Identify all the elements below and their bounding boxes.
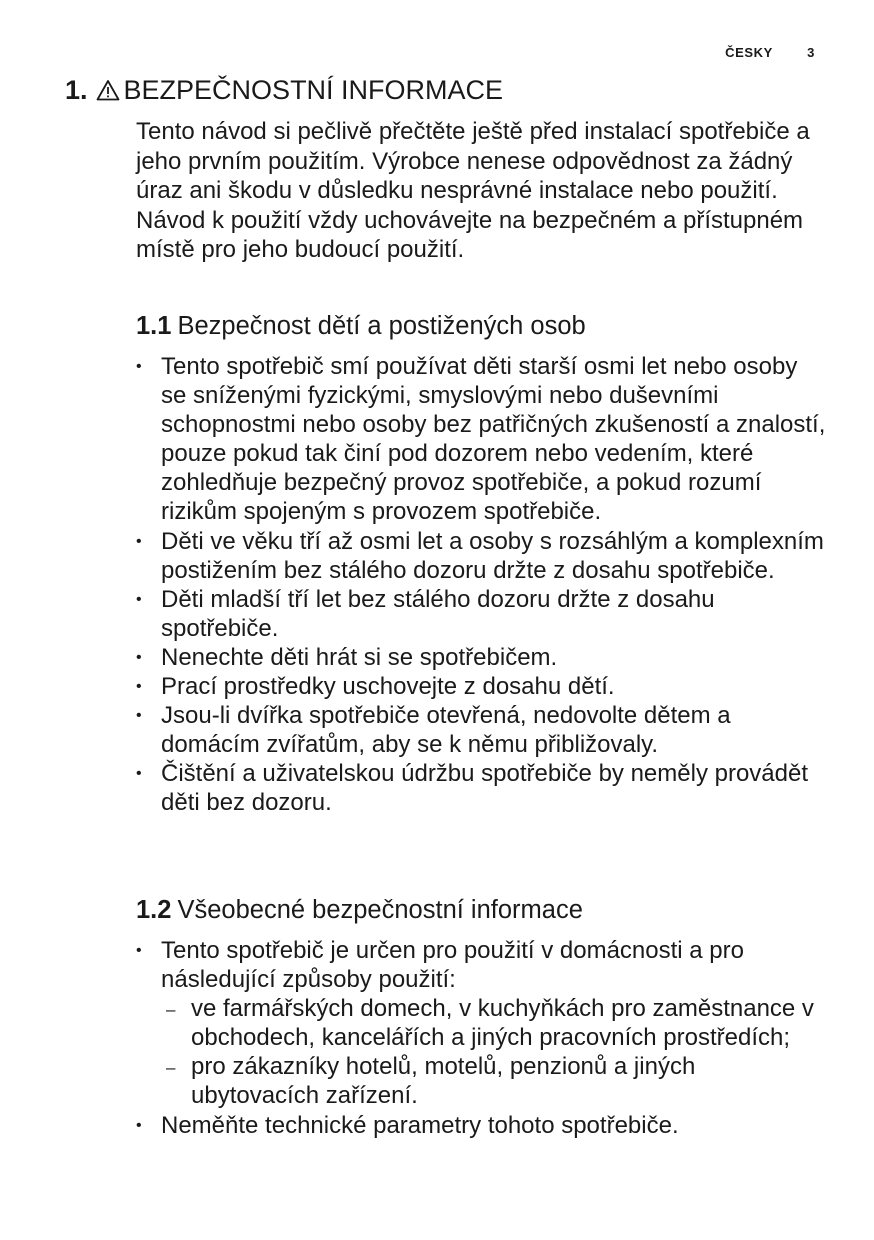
chapter-number: 1.: [65, 75, 88, 105]
warning-icon: [96, 79, 120, 101]
section-title: Bezpečnost dětí a postižených osob: [177, 312, 586, 340]
list-item: • Děti ve věku tří až osmi let a osoby s rozsáhlým a komplexním postižením bez stálého dozoru držte z dosahu spotřebiče.: [136, 527, 826, 585]
running-header: [725, 45, 815, 60]
section-number: 1.1: [136, 312, 172, 340]
list-item: • Prací prostředky uschovejte z dosahu dětí.: [136, 672, 826, 701]
intro-paragraph: Tento návod si pečlivě přečtěte ještě před instalací spotřebiče a jeho prvním použitím. Výrobce nenese odpovědnost za žádný úraz ani škodu v důsledku nesprávné instalace nebo použití. Návod k použití vždy uchovávejte na bezpečném a přístupném místě pro jeho budoucí použití.: [136, 118, 810, 263]
list-item-text: Tento spotřebič je určen pro použití v domácnosti a pro následující způsoby použití:: [161, 937, 744, 994]
page-number: 3: [807, 45, 815, 60]
child-safety-list: [136, 352, 826, 818]
list-item: • Děti mladší tří let bez stálého dozoru držte z dosahu spotřebiče.: [136, 585, 826, 643]
list-item: • Jsou-li dvířka spotřebiče otevřená, nedovolte dětem a domácím zvířatům, aby se k němu přibližovaly.: [136, 701, 826, 759]
sub-list-item: – ve farmářských domech, v kuchyňkách pro zaměstnance v obchodech, kancelářích a jiných pracovních prostředích;: [161, 994, 826, 1052]
list-item: • Čištění a uživatelskou údržbu spotřebiče by neměly provádět děti bez dozoru.: [136, 759, 826, 817]
chapter-title-text: BEZPEČNOSTNÍ INFORMACE: [123, 75, 504, 105]
chapter-title: [65, 73, 503, 107]
sub-list-item: – pro zákazníky hotelů, motelů, penzionů a jiných ubytovacích zařízení.: [161, 1052, 826, 1110]
list-item: • Nenechte děti hrát si se spotřebičem.: [136, 643, 826, 672]
section-heading-1-1: [136, 310, 586, 342]
section-heading-1-2: [136, 894, 583, 926]
list-item: • Neměňte technické parametry tohoto spotřebiče.: [136, 1111, 826, 1140]
language-label: ČESKY: [725, 45, 773, 60]
section-title: Všeobecné bezpečnostní informace: [177, 896, 583, 924]
section-number: 1.2: [136, 896, 172, 924]
general-safety-list: [136, 936, 826, 1140]
list-item: • Tento spotřebič smí používat děti starší osmi let nebo osoby se sníženými fyzickými, smyslovými nebo duševními schopnostmi nebo osoby bez patřičných zkušeností a znalostí, pouze pokud tak činí pod dozorem nebo vedením, které zohledňuje bezpečný provoz spotřebiče, a pokud rozumí rizikům spojeným s provozem spotřebiče.: [136, 352, 826, 527]
sub-list: [161, 994, 826, 1110]
list-item: [136, 936, 826, 1111]
